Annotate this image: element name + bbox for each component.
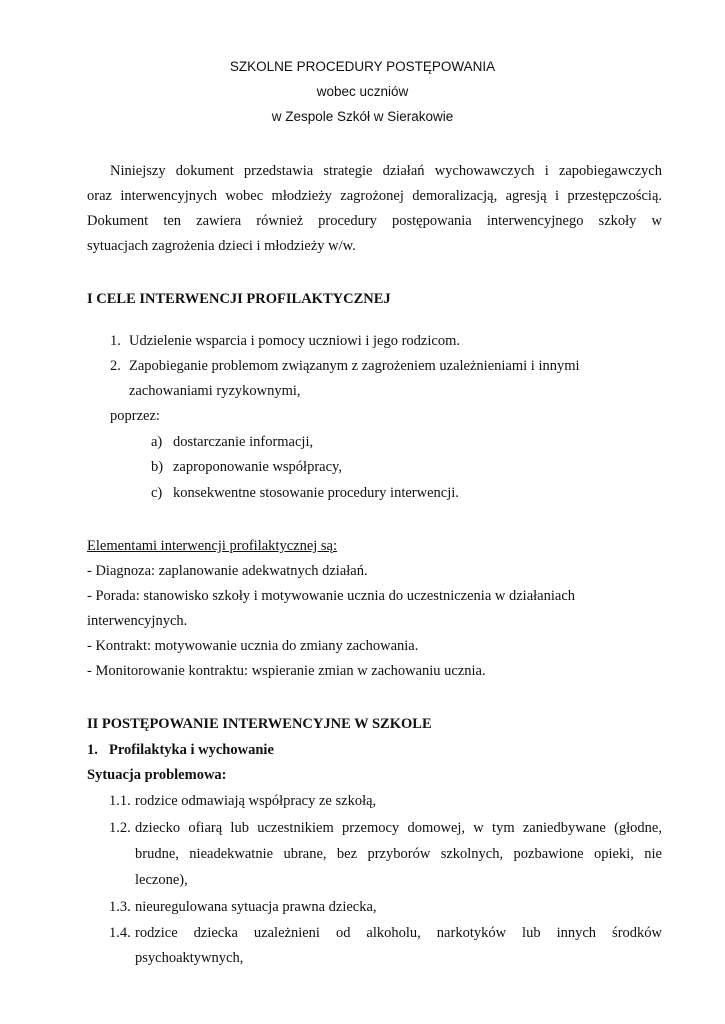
list-item-text: Udzielenie wsparcia i pomocy uczniowi i jego rodzicom. [129, 333, 460, 349]
intro-line-3: Dokument ten zawiera również procedury postępowania interwencyjnego szkoły w [87, 213, 662, 229]
section-2-heading: II POSTĘPOWANIE INTERWENCYJNE W SZKOLE [87, 716, 432, 732]
situation-item-text-continued: brudne, nieadekwatnie ubrane, bez przyborów szkolnych, pozbawione opieki, nie [135, 846, 662, 862]
list-item-number: 1. [110, 333, 121, 349]
elements-line-4: - Kontrakt: motywowanie ucznia do zmiany zachowania. [87, 638, 419, 654]
situation-item-number: 1.2. [109, 820, 131, 836]
elements-line-1: - Diagnoza: zaplanowanie adekwatnych działań. [87, 563, 368, 579]
sublist-item-letter: a) [151, 434, 163, 450]
situation-item-number: 1.3. [109, 899, 131, 915]
sublist-item-text: zaproponowanie współpracy, [173, 459, 342, 475]
title-line-3: w Zespole Szkół w Sierakowie [271, 109, 454, 124]
title-line-1: SZKOLNE PROCEDURY POSTĘPOWANIA [229, 59, 496, 74]
elements-heading: Elementami interwencji profilaktycznej są: [87, 538, 338, 554]
situation-item-number: 1.4. [109, 925, 131, 941]
sublist-item-text: dostarczanie informacji, [173, 434, 314, 450]
subsection-heading: Profilaktyka i wychowanie [109, 742, 274, 758]
situation-item-number: 1.1. [109, 793, 131, 809]
intro-line-1: Niniejszy dokument przedstawia strategie działań wychowawczych i zapobiegawczych [110, 163, 662, 179]
situation-item-text: rodzice dziecka uzależnieni od alkoholu, narkotyków lub innych środków [135, 925, 662, 941]
list-item-text-continued: zachowaniami ryzykownymi, [129, 383, 301, 399]
intro-line-2: oraz interwencyjnych wobec młodzieży zagrożonej demoralizacją, agresją i przestępczością. [87, 188, 662, 204]
through-label: poprzez: [110, 408, 160, 424]
situation-item-text-continued: leczone), [135, 872, 188, 888]
elements-line-3: interwencyjnych. [87, 613, 188, 629]
sublist-item-letter: c) [151, 485, 163, 501]
list-item-text: Zapobieganie problemom związanym z zagrożeniem uzależnieniami i innymi [129, 358, 580, 374]
list-item-number: 2. [110, 358, 121, 374]
sublist-item-text: konsekwentne stosowanie procedury interwencji. [173, 485, 459, 501]
intro-line-4: sytuacjach zagrożenia dzieci i młodzieży w/w. [87, 238, 356, 254]
situation-item-text: nieuregulowana sytuacja prawna dziecka, [135, 899, 377, 915]
situation-item-text: rodzice odmawiają współpracy ze szkołą, [135, 793, 377, 809]
situation-item-text: dziecko ofiarą lub uczestnikiem przemocy domowej, w tym zaniedbywane (głodne, [135, 820, 662, 836]
elements-line-2: - Porada: stanowisko szkoły i motywowanie ucznia do uczestniczenia w działaniach [87, 588, 576, 604]
elements-line-5: - Monitorowanie kontraktu: wspieranie zmian w zachowaniu ucznia. [87, 663, 486, 679]
section-1-heading: I CELE INTERWENCJI PROFILAKTYCZNEJ [87, 291, 391, 307]
subsection-number: 1. [87, 742, 98, 758]
title-line-2: wobec uczniów [316, 84, 409, 99]
situation-item-text-continued: psychoaktywnych, [135, 950, 244, 966]
situation-label: Sytuacja problemowa: [87, 767, 227, 783]
sublist-item-letter: b) [151, 459, 164, 475]
